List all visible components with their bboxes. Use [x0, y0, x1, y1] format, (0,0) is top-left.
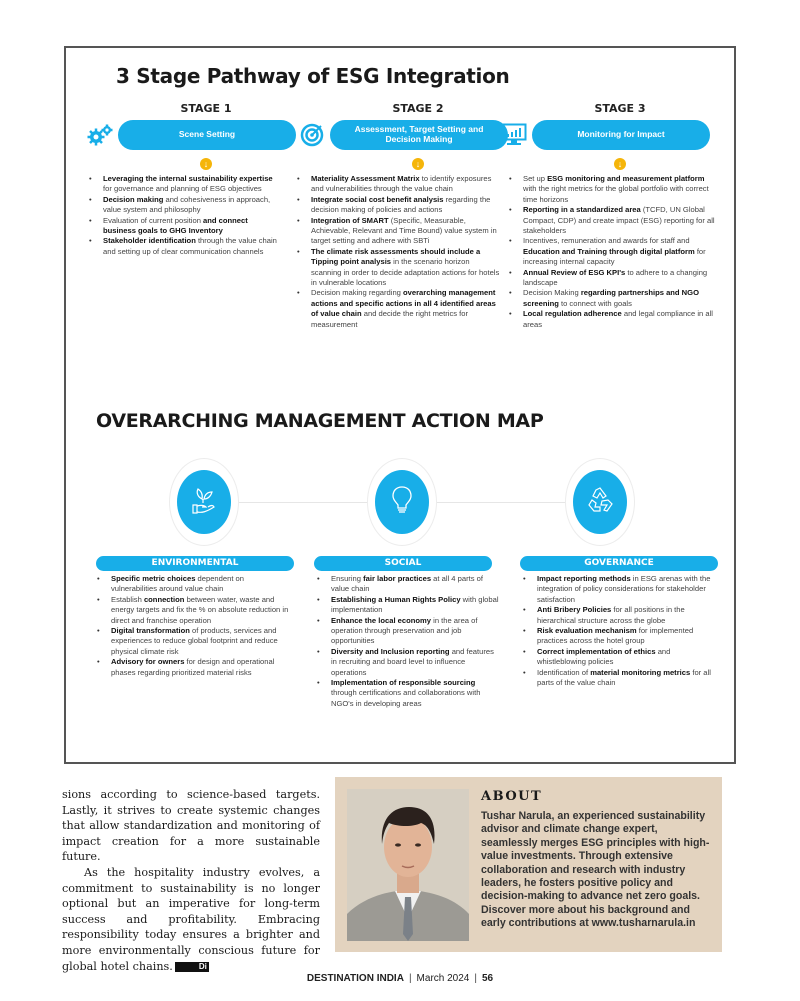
about-body: Tushar Narula, an experienced sustainability advisor and climate change expert, seamlessly merges ESG principles with high-value investments. Through extensive collaboration and research with industry leaders, he fosters positive policy and decision-making to advance net zero goals. Discover more about his background and early contributions at www.tusharnarula.in — [481, 810, 710, 930]
bullet-item: • Incentives, remuneration and awards for staff and Education and Training through digital platform for increasing internal capacity — [506, 236, 716, 267]
arrow-down-icon: ↓ — [200, 158, 212, 170]
bullet-item: • Reporting in a standardized area (TCFD, UN Global Compact, CDP) and create impact (ESG) reporting for all stakeholders — [506, 205, 716, 236]
stage-1-bullets — [86, 174, 282, 257]
bullet-item: • Ensuring fair labor practices at all 4 parts of value chain — [314, 574, 500, 595]
bullet-item: • Materiality Assessment Matrix to identify exposures and vulnerabilities through the value chain — [294, 174, 500, 195]
about-heading: ABOUT — [481, 789, 543, 804]
stage-2-bullets — [294, 174, 500, 330]
lightbulb-icon — [391, 485, 413, 520]
page-footer — [0, 973, 800, 984]
bullet-item: • Specific metric choices dependent on vulnerabilities around value chain — [94, 574, 290, 595]
publication-name: DESTINATION INDIA — [306, 973, 404, 984]
bullet-item: • Decision Making regarding partnerships and NGO screening to connect with goals — [506, 288, 716, 309]
recycle-icon — [586, 486, 614, 519]
gears-icon — [86, 121, 114, 149]
article-paragraph: As the hospitality industry evolves, a commitment to sustainability is no longer optional but an imperative for long-term success and profitability. Embracing responsibility today ensures a brighter and more environmentally conscious future for global hotel chains. Di — [62, 865, 320, 973]
environmental-bullets — [94, 574, 290, 678]
governance-bullets — [520, 574, 716, 688]
divider: | — [474, 973, 477, 984]
article-body — [62, 787, 320, 974]
bullet-item: • Establish connection between water, waste and energy targets and fix the % on absolute reduction in direct and franchise operation — [94, 595, 290, 626]
bullet-item: • Local regulation adherence and legal compliance in all areas — [506, 309, 716, 330]
bullet-item: • Diversity and Inclusion reporting and features in recruiting and board level to influence operations — [314, 647, 500, 678]
stage-1 — [86, 102, 296, 170]
bullet-item: • Evaluation of current position and connect business goals to GHG Inventory — [86, 216, 282, 237]
esg-infographic — [64, 46, 736, 764]
bullet-item: • Decision making and cohesiveness in approach, value system and philosophy — [86, 195, 282, 216]
bullet-item: • Advisory for owners for design and operational phases regarding prioritized material risks — [94, 657, 290, 678]
bullet-item: • Establishing a Human Rights Policy with global implementation — [314, 595, 500, 616]
article-paragraph: sions according to science-based targets. Lastly, it strives to create systemic changes that allow standardization and monitoring of impact creation for a more sustainable future. — [62, 788, 320, 864]
arrow-down-icon: ↓ — [614, 158, 626, 170]
bullet-item: • Digital transformation of products, services and experiences to reduce global footprint and reduce physical climate risk — [94, 626, 290, 657]
stage-pill-scene-setting: Scene Setting — [118, 120, 296, 150]
environmental-circle — [169, 458, 239, 546]
bullet-item: • Anti Bribery Policies for all positions in the hierarchical structure across the globe — [520, 605, 716, 626]
stage-label: STAGE 2 — [392, 102, 444, 115]
social-circle — [367, 458, 437, 546]
social-bullets — [314, 574, 500, 709]
end-mark-logo: Di — [175, 962, 209, 972]
stage-pill-monitoring: Monitoring for Impact — [532, 120, 710, 150]
bullet-item: • Enhance the local economy in the area of operation through preservation and job opportunities — [314, 616, 500, 647]
pillar-social: SOCIAL — [314, 556, 492, 571]
stage-label: STAGE 3 — [594, 102, 646, 115]
page-number: 56 — [481, 973, 494, 984]
arrow-down-icon: ↓ — [412, 158, 424, 170]
divider: | — [408, 973, 412, 984]
bullet-item: • Correct implementation of ethics and whistleblowing policies — [520, 647, 716, 668]
pillar-environmental: ENVIRONMENTAL — [96, 556, 294, 571]
bullet-item: • Integration of SMART (Specific, Measurable, Achievable, Relevant and Time Bound) value system in target setting and adhere with SBTi — [294, 216, 500, 247]
bullet-item: • Stakeholder identification through the value chain and setting up of clear communication channels — [86, 236, 282, 257]
bullet-item: • Annual Review of ESG KPI's to adhere to a changing landscape — [506, 268, 716, 289]
bullet-item: • Integrate social cost benefit analysis regarding the decision making of policies and actions — [294, 195, 500, 216]
action-map-title: OVERARCHING MANAGEMENT ACTION MAP — [96, 410, 544, 432]
stage-pill-assessment: Assessment, Target Setting and Decision Making — [330, 120, 508, 150]
target-icon — [298, 121, 326, 149]
bullet-item: • Identification of material monitoring metrics for all parts of the value chain — [520, 668, 716, 689]
bullet-item: • Impact reporting methods in ESG arenas with the integration of policy considerations for stakeholder satisfaction — [520, 574, 716, 605]
pillar-governance: GOVERNANCE — [520, 556, 718, 571]
bullet-item: • Decision making regarding overarching management actions and specific actions in all 4 identified areas of value chain and decide the right metrics for measurement — [294, 288, 500, 330]
governance-circle — [565, 458, 635, 546]
monitor-chart-icon — [500, 121, 528, 149]
bullet-item: • The climate risk assessments should include a Tipping point analysis in the scenario horizon scanning in order to decide adaptation actions for hotels in vulnerable locations — [294, 247, 500, 289]
about-author-box — [335, 777, 722, 952]
bullet-item: • Set up ESG monitoring and measurement platform with the right metrics for the global portfolio with correct time horizons — [506, 174, 716, 205]
bullet-item: • Leveraging the internal sustainability expertise for governance and planning of ESG objectives — [86, 174, 282, 195]
infographic-title: 3 Stage Pathway of ESG Integration — [116, 64, 510, 88]
stage-label: STAGE 1 — [180, 102, 232, 115]
plant-in-hand-icon — [190, 485, 218, 520]
bullet-item: • Implementation of responsible sourcing through certifications and collaborations with NGO's in developing areas — [314, 678, 500, 709]
stage-3 — [500, 102, 710, 170]
issue-date: March 2024 — [416, 973, 470, 984]
stage-2 — [298, 102, 508, 170]
author-photo — [347, 789, 469, 941]
stage-3-bullets — [506, 174, 716, 330]
bullet-item: • Risk evaluation mechanism for implemented practices across the hotel group — [520, 626, 716, 647]
